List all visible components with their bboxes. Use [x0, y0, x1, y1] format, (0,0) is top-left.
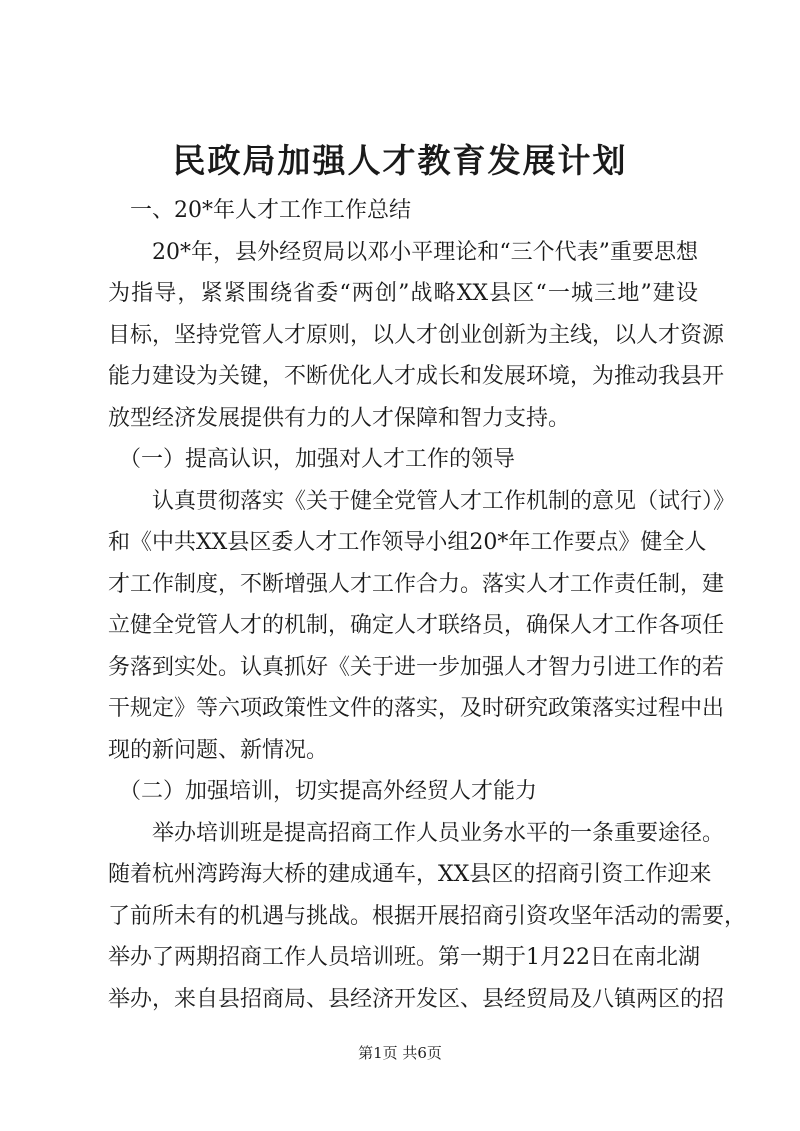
page-number: 第1页 共6页 — [358, 1044, 442, 1062]
body-line: 举办了两期招商工作人员培训班。第一期于1月22日在南北湖 — [108, 945, 700, 970]
document-body — [108, 190, 747, 1020]
body-line: 20*年，县外经贸局以邓小平理论和“三个代表”重要思想 — [108, 239, 698, 265]
body-line: 举办培训班是提高招商工作人员业务水平的一条重要途径。 — [108, 820, 725, 846]
document-title: 民政局加强人才教育发展计划 — [172, 141, 628, 180]
body-line: 立健全党管人才的机制，确定人才联络员，确保人才工作各项任 — [108, 613, 725, 638]
body-line: 现的新问题、新情况。 — [108, 737, 329, 763]
body-line: 举办，来自县招商局、县经济开发区、县经贸局及八镇两区的招 — [108, 986, 725, 1012]
body-line: 放型经济发展提供有力的人才保障和智力支持。 — [108, 405, 571, 431]
body-line: 才工作制度，不断增强人才工作合力。落实人才工作责任制，建 — [108, 571, 725, 597]
body-line: 认真贯彻落实《关于健全党管人才工作机制的意见（试行）》 — [108, 488, 736, 514]
body-line: （二）加强培训，切实提高外经贸人才能力 — [108, 779, 538, 804]
body-line: 随着杭州湾跨海大桥的建成通车，XX县区的招商引资工作迎来 — [108, 862, 712, 887]
body-line: （一）提高认识，加强对人才工作的领导 — [108, 447, 516, 472]
body-line: 能力建设为关键，不断优化人才成长和发展环境，为推动我县开 — [108, 364, 725, 389]
body-line: 为指导，紧紧围绕省委“两创”战略XX县区“一城三地”建设 — [108, 281, 698, 306]
body-line: 一、20*年人才工作工作总结 — [108, 198, 411, 223]
body-line: 务落到实处。认真抓好《关于进一步加强人才智力引进工作的若 — [108, 654, 725, 680]
body-line: 干规定》等六项政策性文件的落实，及时研究政策落实过程中出 — [108, 696, 725, 721]
body-line: 和《中共XX县区委人才工作领导小组20*年工作要点》健全人 — [108, 530, 707, 555]
body-line: 目标，坚持党管人才原则，以人才创业创新为主线，以人才资源 — [108, 322, 725, 348]
body-line: 了前所未有的机遇与挑战。根据开展招商引资攻坚年活动的需要， — [108, 903, 747, 929]
